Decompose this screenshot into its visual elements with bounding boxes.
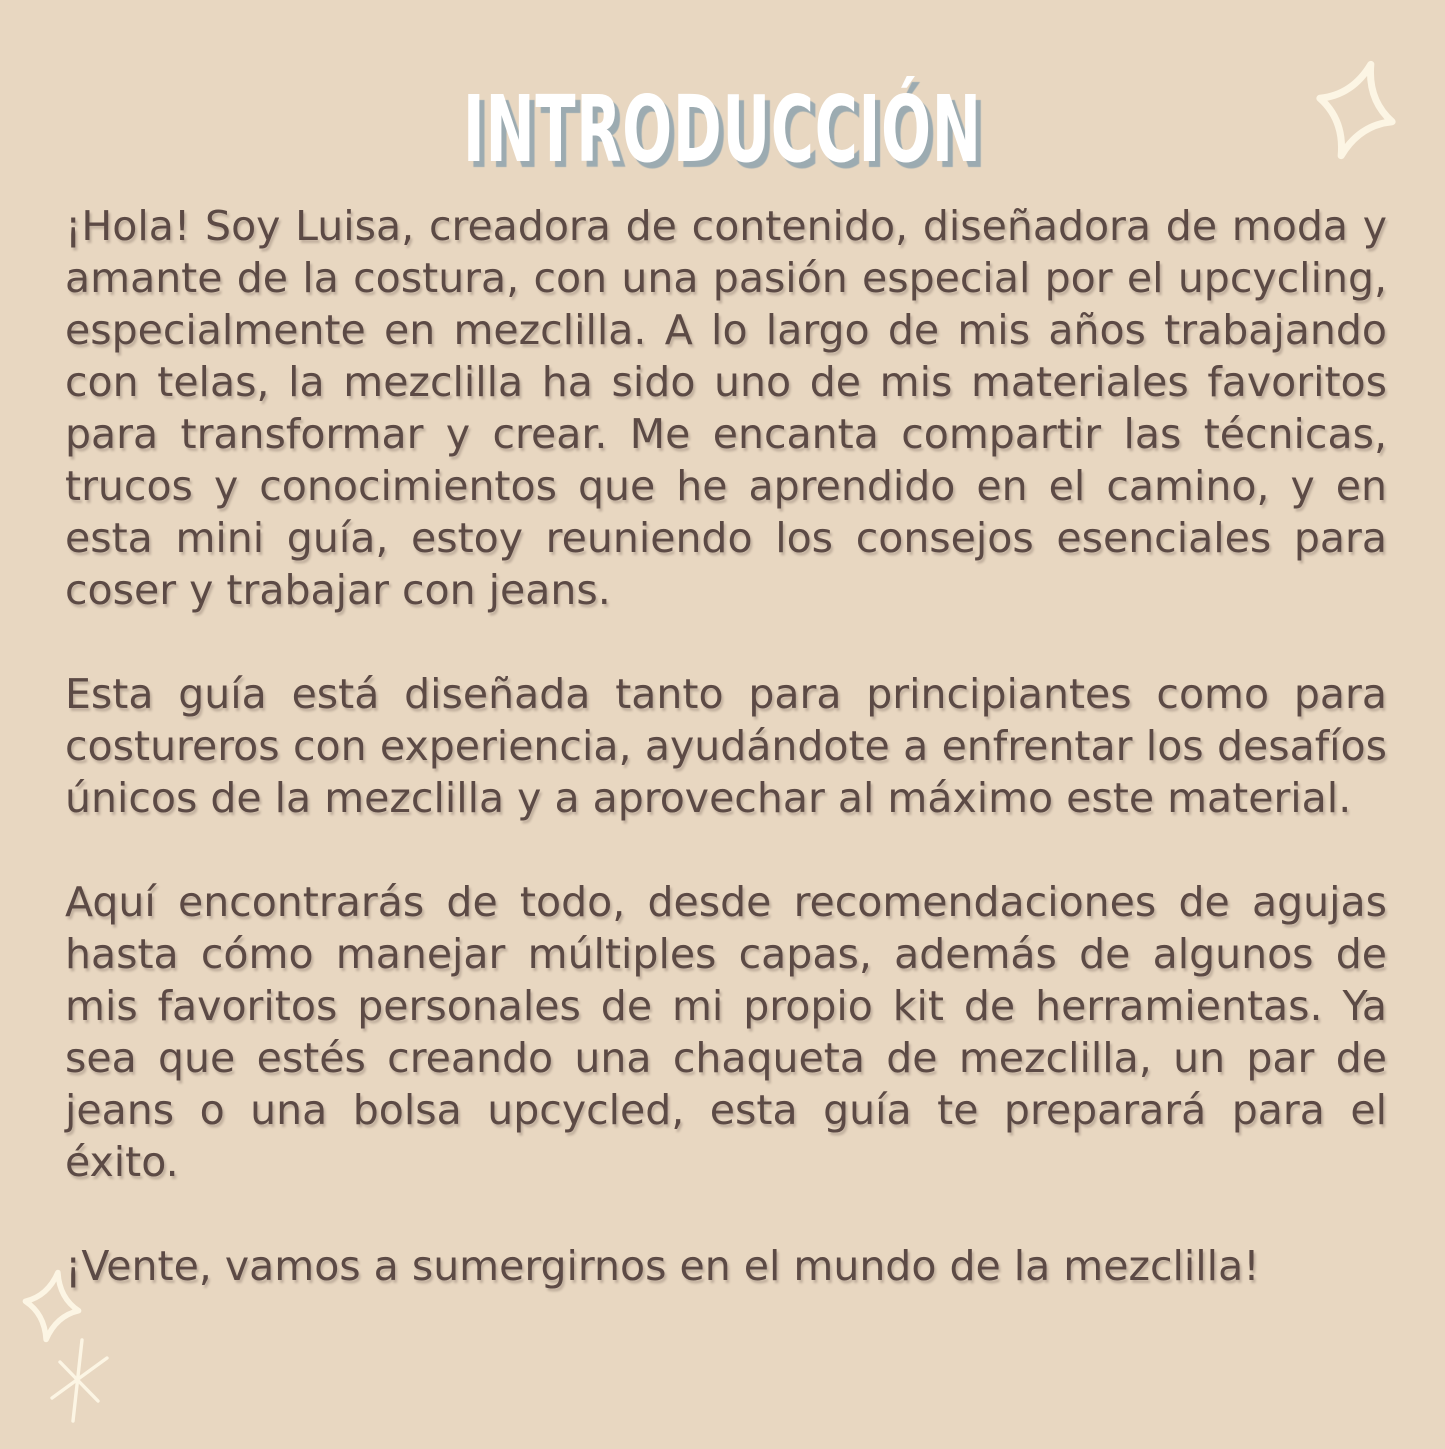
paragraph-contents: Aquí encontrarás de todo, desde recomendaciones de agujas hasta cómo manejar múltiples capas, además de algunos de mis favoritos personales de mi propio kit de herramientas. Ya sea que estés creando una chaqueta de mezclilla, un par de jeans o una bolsa upcycled, esta guía te preparará para el éxito. xyxy=(65,878,1387,1186)
paragraph-audience: Esta guía está diseñada tanto para principiantes como para costureros con experiencia, ayudándote a enfrentar los desafíos únicos de la mezclilla y a aprovechar al máximo este material. xyxy=(65,670,1387,822)
asterisk-star-icon xyxy=(40,1335,112,1427)
title-wrap xyxy=(0,78,1445,182)
paragraph-intro: ¡Hola! Soy Luisa, creadora de contenido, diseñadora de moda y amante de la costura, con una pasión especial por el upcycling, especialmente en mezclilla. A lo largo de mis años trabajando con telas, la mezclilla ha sido uno de mis materiales favoritos para transformar y crear. Me encanta compartir las técnicas, trucos y conocimientos que he aprendido en el camino, y en esta mini guía, estoy reuniendo los consejos esenciales para coser y trabajar con jeans. xyxy=(65,202,1387,614)
body-content xyxy=(65,200,1387,1292)
page-title: INTRODUCCIÓN xyxy=(463,76,982,183)
paragraph-closing: ¡Vente, vamos a sumergirnos en el mundo de la mezclilla! xyxy=(65,1242,1260,1290)
